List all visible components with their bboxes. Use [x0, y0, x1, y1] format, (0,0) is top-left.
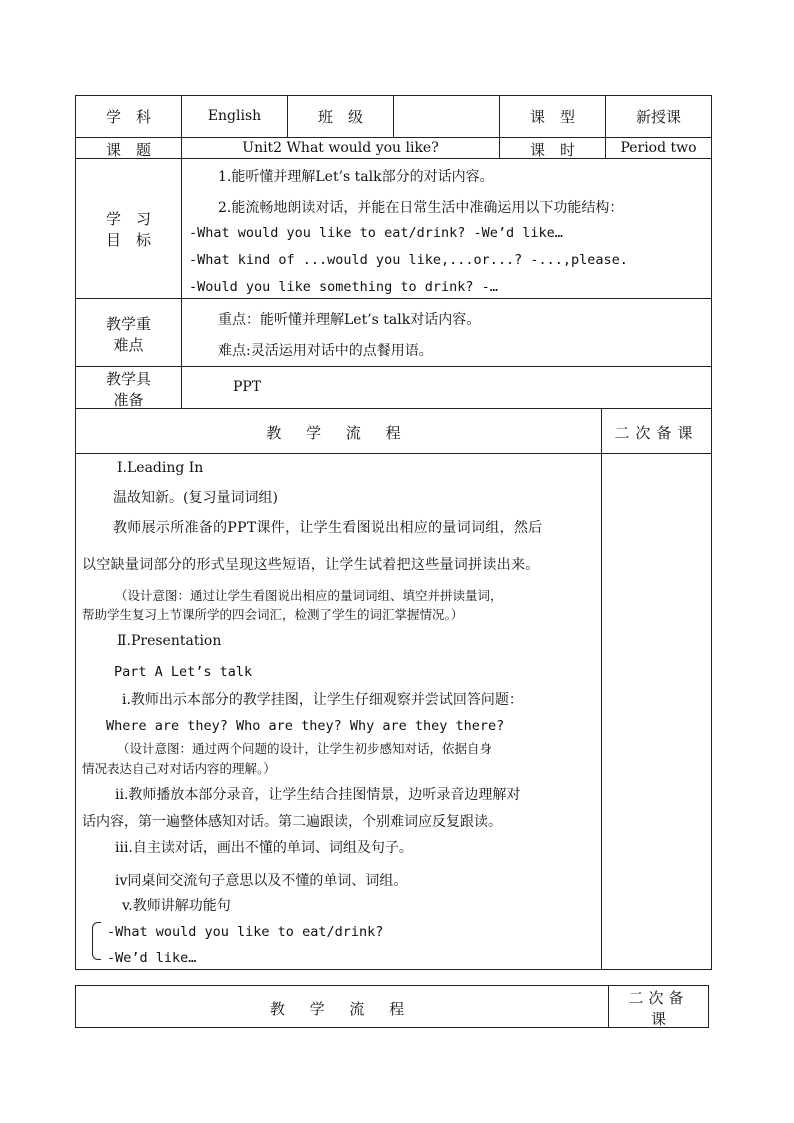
process-line: 话内容，第一遍整体感知对话。第二遍跟读，个别难词应反复跟读。	[82, 814, 502, 830]
table-border	[75, 298, 712, 299]
process-line: 以空缺量词部分的形式呈现这些短语，让学生试着把这些量词拼读出来。	[82, 557, 540, 573]
process-line: -What would you like to eat/drink?	[107, 924, 384, 940]
tools-label-line2: 准备	[113, 391, 144, 409]
process-line: Part A Let’s talk	[114, 664, 253, 680]
process-line: Ⅰ.Leading In	[117, 460, 204, 476]
keypoints-label-line2: 难点	[113, 336, 144, 354]
goal-line: -What would you like to eat/drink? -We’d like…	[189, 225, 563, 241]
second-prep-heading: 二次备课	[614, 424, 699, 442]
table-border	[75, 453, 712, 454]
goal-line: 1.能听懂并理解Let’s talk部分的对话内容。	[218, 169, 494, 185]
process-line: -We’d like…	[107, 950, 197, 966]
time-value: Period two	[620, 140, 697, 156]
table-border	[601, 408, 602, 970]
goal-line: -What kind of ...would you like,...or...? -...,please.	[189, 252, 628, 268]
process-line: （设计意图：通过让学生看图说出相应的量词词组、填空并拼读量词，	[115, 588, 503, 603]
table-border	[708, 985, 709, 1028]
topic-label: 课 题	[105, 141, 151, 159]
process-line: v.教师讲解功能句	[122, 898, 231, 914]
process-line: i.教师出示本部分的教学挂图，让学生仔细观察并尝试回答问题：	[122, 692, 523, 708]
class-label: 班 级	[317, 108, 363, 126]
subject-value: English	[207, 108, 262, 124]
process-line: Where are they? Who are they? Why are they there?	[106, 718, 505, 734]
process-line: Ⅱ.Presentation	[117, 633, 222, 649]
goals-label-line2: 目 标	[105, 231, 151, 249]
table-border	[75, 366, 712, 367]
process-heading: 教 学 流 程	[266, 424, 411, 442]
process-line: iv同桌间交流句子意思以及不懂的单词、词组。	[115, 873, 408, 889]
keypoint-line: 重点：能听懂并理解Let’s talk对话内容。	[218, 312, 481, 328]
process-line: 情况表达自己对对话内容的理解。）	[82, 761, 276, 776]
footer-second-heading-line1: 二次备	[628, 989, 689, 1007]
footer-second-heading-line2: 课	[650, 1010, 666, 1028]
keypoint-line: 难点:灵活运用对话中的点餐用语。	[218, 343, 433, 359]
table-border	[75, 969, 712, 970]
topic-value: Unit2 What would you like?	[242, 140, 439, 156]
tools-label-line1: 教学具	[105, 370, 151, 388]
subject-label: 学 科	[105, 108, 151, 126]
footer-process-heading: 教 学 流 程	[269, 1000, 415, 1018]
process-line: iii.自主读对话，画出不懂的单词、词组及句子。	[115, 840, 413, 856]
process-line: 帮助学生复习上节课所学的四会词汇，检测了学生的词汇掌握情况。）	[82, 607, 464, 622]
bracket-icon	[92, 922, 101, 960]
time-label: 课 时	[529, 141, 575, 159]
table-border	[75, 985, 709, 986]
keypoints-label-line1: 教学重	[105, 315, 151, 333]
tools-value: PPT	[233, 379, 262, 395]
goals-label-line1: 学 习	[105, 210, 151, 228]
process-line: 教师展示所准备的PPT课件，让学生看图说出相应的量词词组，然后	[113, 520, 543, 536]
process-line: （设计意图：通过两个问题的设计，让学生初步感知对话，依据自身	[117, 741, 493, 756]
goal-line: 2.能流畅地朗读对话，并能在日常生活中准确运用以下功能结构：	[218, 200, 624, 216]
table-border	[711, 95, 712, 970]
table-border	[393, 95, 394, 138]
goal-line: -Would you like something to drink? -…	[189, 279, 498, 295]
type-value: 新授课	[635, 108, 681, 126]
process-line: ii.教师播放本部分录音，让学生结合挂图情景，边听录音边理解对	[115, 787, 521, 803]
process-line: 温故知新。(复习量词词组)	[113, 490, 278, 506]
type-label: 课 型	[529, 108, 575, 126]
